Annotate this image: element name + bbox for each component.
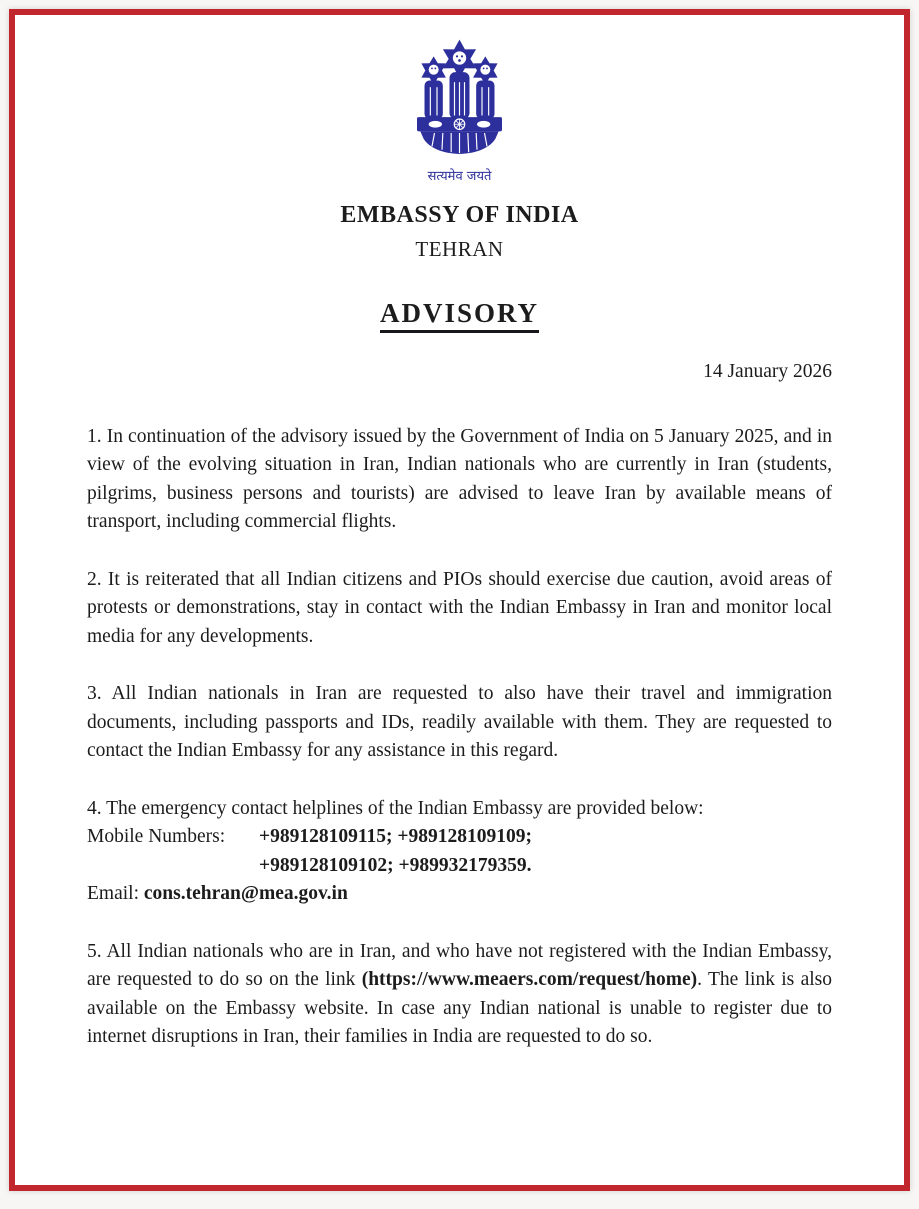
mobile-numbers-value-1: +989128109115; +989128109109; [259,826,533,848]
paragraph-5-post: . The link is also available on the Embassy website. In case any Indian national is unable to register due to internet disruptions in Iran, their families in India are requested to do so. [87,969,832,1047]
paragraph-2: 2. It is reiterated that all Indian citizens and PIOs should exercise due caution, avoid areas of protests or demonstrations, stay in contact with the Indian Embassy in Iran and monitor local media for any developments. [87,568,832,647]
doc-date: 14 January 2026 [703,361,832,382]
doc-title-wrap [87,298,832,333]
mobile-numbers-line-2 [87,852,832,880]
email-label: Email: [87,883,144,905]
mobile-numbers-label: Mobile Numbers: [87,826,226,848]
state-emblem-of-india-icon [397,27,522,159]
emblem-block [87,27,832,184]
advisory-document-page [9,9,910,1191]
paragraph-4 [87,795,832,909]
registration-link: (https://www.meaers.com/request/home) [361,969,698,991]
paragraph-5 [87,938,832,1052]
email-address: cons.tehran@mea.gov.in [143,883,348,905]
organization-name: EMBASSY OF INDIA [340,202,579,228]
paragraph-3: 3. All Indian nationals in Iran are requested to also have their travel and immigration documents, including passports and IDs, readily available with them. They are requested to contact the Indian Embassy for any assistance in this regard. [87,683,832,762]
city-name: TEHRAN [415,237,504,261]
helplines-intro: 4. The emergency contact helplines of the Indian Embassy are provided below: [87,797,704,819]
mobile-numbers-value-2: +989128109102; +989932179359. [259,854,532,876]
emblem-motto: सत्यमेव जयते [427,169,492,184]
email-line [87,880,832,908]
paragraph-5-pre: 5. All Indian nationals who are in Iran, and who have not registered with the Indian Embassy, are requested to do so on the link [87,940,832,991]
doc-title: ADVISORY [380,298,539,333]
mobile-numbers-line-1 [87,823,832,851]
paragraph-1: 1. In continuation of the advisory issued by the Government of India on 5 January 2025, and in view of the evolving situation in Iran, Indian nationals who are currently in Iran (students, pilgrims, business persons and tourists) are advised to leave Iran by available means of transport, including commercial flights. [87,426,832,533]
